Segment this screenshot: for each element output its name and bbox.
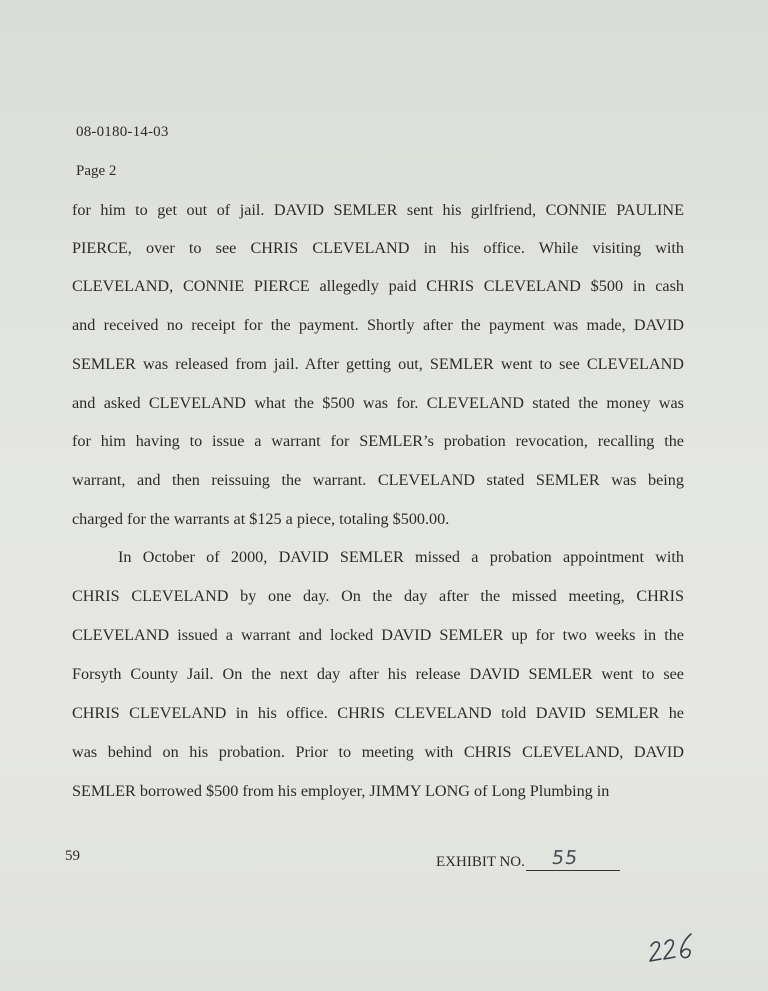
page-number: 59 [65,848,80,864]
handwritten-page-mark [648,930,700,966]
body-line: Forsyth County Jail. On the next day after his release DAVID SEMLER went to see [72,665,684,683]
body-line: In October of 2000, DAVID SEMLER missed a probation appointment with [118,548,684,566]
body-line: warrant, and then reissuing the warrant. CLEVELAND stated SEMLER was being [72,471,684,489]
exhibit-number: 55 [550,847,580,869]
body-line: and asked CLEVELAND what the $500 was for. CLEVELAND stated the money was [72,394,684,412]
body-line: charged for the warrants at $125 a piece, totaling $500.00. [72,510,450,528]
body-line: for him to get out of jail. DAVID SEMLER sent his girlfriend, CONNIE PAULINE [72,201,684,219]
case-number: 08-0180-14-03 [76,124,169,140]
exhibit-label: EXHIBIT NO. [436,854,525,870]
body-line: was behind on his probation. Prior to meeting with CHRIS CLEVELAND, DAVID [72,743,684,761]
body-line: CHRIS CLEVELAND in his office. CHRIS CLEVELAND told DAVID SEMLER he [72,704,684,722]
body-line: CLEVELAND issued a warrant and locked DAVID SEMLER up for two weeks in the [72,626,684,644]
body-line: SEMLER borrowed $500 from his employer, JIMMY LONG of Long Plumbing in [72,782,610,800]
exhibit-field [436,847,620,871]
exhibit-blank [526,847,620,871]
body-line: SEMLER was released from jail. After getting out, SEMLER went to see CLEVELAND [72,355,684,373]
body-line: for him having to issue a warrant for SEMLER’s probation revocation, recalling the [72,432,684,450]
body-line: PIERCE, over to see CHRIS CLEVELAND in his office. While visiting with [72,239,684,257]
body-line: CHRIS CLEVELAND by one day. On the day after the missed meeting, CHRIS [72,587,684,605]
body-line: CLEVELAND, CONNIE PIERCE allegedly paid CHRIS CLEVELAND $500 in cash [72,277,684,295]
page-label: Page 2 [76,163,117,179]
body-line: and received no receipt for the payment. Shortly after the payment was made, DAVID [72,316,684,334]
